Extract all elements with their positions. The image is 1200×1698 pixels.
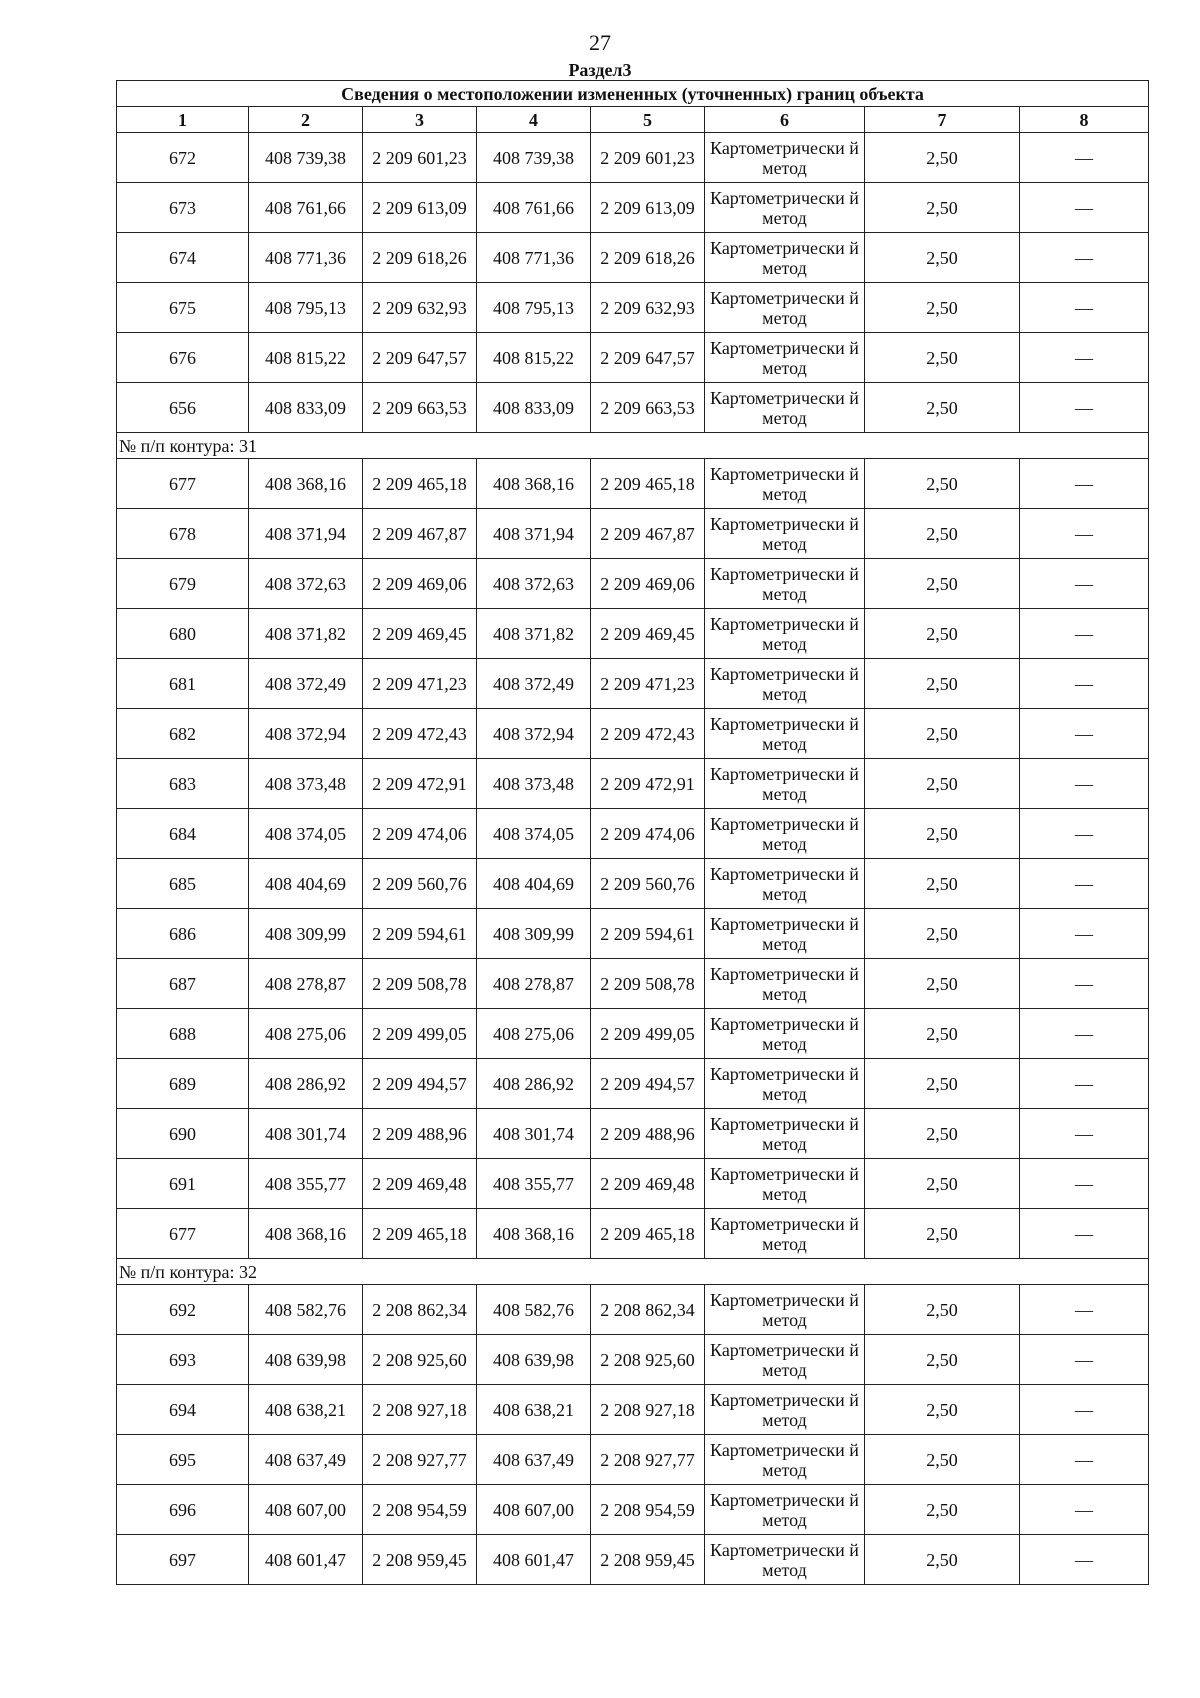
y-old-cell: 2 208 927,18 (363, 1385, 477, 1435)
description-cell: — (1020, 1209, 1149, 1259)
y-old-cell: 2 209 465,18 (363, 1209, 477, 1259)
accuracy-cell: 2,50 (865, 1059, 1020, 1109)
table-row (117, 283, 1149, 333)
accuracy-cell: 2,50 (865, 1109, 1020, 1159)
description-cell: — (1020, 659, 1149, 709)
x-new-cell: 408 372,94 (477, 709, 591, 759)
point-number-cell: 673 (117, 183, 249, 233)
table-row (117, 1485, 1149, 1535)
point-number-cell: 675 (117, 283, 249, 333)
y-old-cell: 2 208 927,77 (363, 1435, 477, 1485)
y-old-cell: 2 208 954,59 (363, 1485, 477, 1535)
method-cell: Картометрически й метод (705, 283, 865, 333)
y-new-cell: 2 209 469,48 (591, 1159, 705, 1209)
x-old-cell: 408 368,16 (249, 1209, 363, 1259)
description-cell: — (1020, 1009, 1149, 1059)
accuracy-cell: 2,50 (865, 1209, 1020, 1259)
column-number-header: 3 (363, 107, 477, 133)
point-number-cell: 696 (117, 1485, 249, 1535)
table-row (117, 1335, 1149, 1385)
description-cell: — (1020, 559, 1149, 609)
accuracy-cell: 2,50 (865, 133, 1020, 183)
x-new-cell: 408 761,66 (477, 183, 591, 233)
x-old-cell: 408 815,22 (249, 333, 363, 383)
point-number-cell: 689 (117, 1059, 249, 1109)
y-new-cell: 2 209 488,96 (591, 1109, 705, 1159)
x-new-cell: 408 368,16 (477, 459, 591, 509)
point-number-cell: 680 (117, 609, 249, 659)
x-old-cell: 408 301,74 (249, 1109, 363, 1159)
x-new-cell: 408 404,69 (477, 859, 591, 909)
y-old-cell: 2 209 471,23 (363, 659, 477, 709)
description-cell: — (1020, 959, 1149, 1009)
table-row (117, 559, 1149, 609)
x-new-cell: 408 815,22 (477, 333, 591, 383)
method-cell: Картометрически й метод (705, 1535, 865, 1585)
accuracy-cell: 2,50 (865, 809, 1020, 859)
x-old-cell: 408 639,98 (249, 1335, 363, 1385)
column-number-header: 5 (591, 107, 705, 133)
x-new-cell: 408 639,98 (477, 1335, 591, 1385)
accuracy-cell: 2,50 (865, 1435, 1020, 1485)
method-cell: Картометрически й метод (705, 233, 865, 283)
x-new-cell: 408 771,36 (477, 233, 591, 283)
description-cell: — (1020, 609, 1149, 659)
point-number-cell: 697 (117, 1535, 249, 1585)
method-cell: Картометрически й метод (705, 809, 865, 859)
point-number-cell: 686 (117, 909, 249, 959)
table-row (117, 1159, 1149, 1209)
x-old-cell: 408 638,21 (249, 1385, 363, 1435)
y-old-cell: 2 209 613,09 (363, 183, 477, 233)
y-new-cell: 2 209 508,78 (591, 959, 705, 1009)
y-new-cell: 2 208 954,59 (591, 1485, 705, 1535)
table-row (117, 1385, 1149, 1435)
y-old-cell: 2 209 508,78 (363, 959, 477, 1009)
table-row (117, 509, 1149, 559)
x-old-cell: 408 373,48 (249, 759, 363, 809)
accuracy-cell: 2,50 (865, 959, 1020, 1009)
x-new-cell: 408 368,16 (477, 1209, 591, 1259)
y-new-cell: 2 209 474,06 (591, 809, 705, 859)
x-old-cell: 408 372,63 (249, 559, 363, 609)
description-cell: — (1020, 1485, 1149, 1535)
y-old-cell: 2 209 469,45 (363, 609, 477, 659)
point-number-cell: 656 (117, 383, 249, 433)
method-cell: Картометрически й метод (705, 559, 865, 609)
accuracy-cell: 2,50 (865, 609, 1020, 659)
y-old-cell: 2 209 647,57 (363, 333, 477, 383)
y-old-cell: 2 209 632,93 (363, 283, 477, 333)
method-cell: Картометрически й метод (705, 659, 865, 709)
y-old-cell: 2 209 618,26 (363, 233, 477, 283)
y-old-cell: 2 209 465,18 (363, 459, 477, 509)
x-new-cell: 408 582,76 (477, 1285, 591, 1335)
column-number-header: 4 (477, 107, 591, 133)
x-new-cell: 408 637,49 (477, 1435, 591, 1485)
description-cell: — (1020, 509, 1149, 559)
x-new-cell: 408 275,06 (477, 1009, 591, 1059)
description-cell: — (1020, 809, 1149, 859)
accuracy-cell: 2,50 (865, 333, 1020, 383)
contour-heading: № п/п контура: 31 (117, 433, 1149, 459)
x-new-cell: 408 309,99 (477, 909, 591, 959)
x-old-cell: 408 771,36 (249, 233, 363, 283)
point-number-cell: 676 (117, 333, 249, 383)
column-number-header: 8 (1020, 107, 1149, 133)
description-cell: — (1020, 133, 1149, 183)
table-body (117, 133, 1149, 1585)
x-old-cell: 408 374,05 (249, 809, 363, 859)
y-new-cell: 2 209 469,06 (591, 559, 705, 609)
description-cell: — (1020, 459, 1149, 509)
x-new-cell: 408 739,38 (477, 133, 591, 183)
method-cell: Картометрически й метод (705, 1335, 865, 1385)
y-old-cell: 2 209 467,87 (363, 509, 477, 559)
y-new-cell: 2 209 499,05 (591, 1009, 705, 1059)
point-number-cell: 678 (117, 509, 249, 559)
table-row (117, 809, 1149, 859)
x-new-cell: 408 355,77 (477, 1159, 591, 1209)
table-row (117, 1435, 1149, 1485)
point-number-cell: 679 (117, 559, 249, 609)
accuracy-cell: 2,50 (865, 1009, 1020, 1059)
method-cell: Картометрически й метод (705, 1209, 865, 1259)
point-number-cell: 687 (117, 959, 249, 1009)
point-number-cell: 693 (117, 1335, 249, 1385)
coordinates-table (116, 80, 1149, 1585)
description-cell: — (1020, 759, 1149, 809)
x-new-cell: 408 372,63 (477, 559, 591, 609)
y-new-cell: 2 208 862,34 (591, 1285, 705, 1335)
x-old-cell: 408 582,76 (249, 1285, 363, 1335)
x-new-cell: 408 833,09 (477, 383, 591, 433)
point-number-cell: 672 (117, 133, 249, 183)
x-old-cell: 408 309,99 (249, 909, 363, 959)
column-number-header: 1 (117, 107, 249, 133)
section-title: Раздел3 (568, 60, 632, 80)
accuracy-cell: 2,50 (865, 1535, 1020, 1585)
method-cell: Картометрически й метод (705, 333, 865, 383)
description-cell: — (1020, 1435, 1149, 1485)
x-new-cell: 408 795,13 (477, 283, 591, 333)
y-new-cell: 2 209 472,91 (591, 759, 705, 809)
description-cell: — (1020, 1385, 1149, 1435)
description-cell: — (1020, 859, 1149, 909)
contour-heading: № п/п контура: 32 (117, 1259, 1149, 1285)
table-row (117, 233, 1149, 283)
description-cell: — (1020, 383, 1149, 433)
point-number-cell: 677 (117, 459, 249, 509)
y-new-cell: 2 209 465,18 (591, 459, 705, 509)
method-cell: Картометрически й метод (705, 1485, 865, 1535)
y-new-cell: 2 209 663,53 (591, 383, 705, 433)
y-old-cell: 2 209 494,57 (363, 1059, 477, 1109)
y-old-cell: 2 209 601,23 (363, 133, 477, 183)
y-old-cell: 2 208 925,60 (363, 1335, 477, 1385)
x-old-cell: 408 371,82 (249, 609, 363, 659)
description-cell: — (1020, 1335, 1149, 1385)
contour-heading-row (117, 1259, 1149, 1285)
y-new-cell: 2 208 925,60 (591, 1335, 705, 1385)
x-new-cell: 408 638,21 (477, 1385, 591, 1435)
x-new-cell: 408 301,74 (477, 1109, 591, 1159)
y-new-cell: 2 209 471,23 (591, 659, 705, 709)
method-cell: Картометрически й метод (705, 133, 865, 183)
accuracy-cell: 2,50 (865, 709, 1020, 759)
y-new-cell: 2 209 618,26 (591, 233, 705, 283)
accuracy-cell: 2,50 (865, 383, 1020, 433)
point-number-cell: 681 (117, 659, 249, 709)
point-number-cell: 682 (117, 709, 249, 759)
accuracy-cell: 2,50 (865, 459, 1020, 509)
x-new-cell: 408 371,82 (477, 609, 591, 659)
point-number-cell: 674 (117, 233, 249, 283)
y-old-cell: 2 208 959,45 (363, 1535, 477, 1585)
description-cell: — (1020, 1159, 1149, 1209)
point-number-cell: 677 (117, 1209, 249, 1259)
description-cell: — (1020, 283, 1149, 333)
y-old-cell: 2 209 474,06 (363, 809, 477, 859)
y-old-cell: 2 209 663,53 (363, 383, 477, 433)
method-cell: Картометрически й метод (705, 859, 865, 909)
y-old-cell: 2 209 560,76 (363, 859, 477, 909)
description-cell: — (1020, 709, 1149, 759)
method-cell: Картометрически й метод (705, 1435, 865, 1485)
y-new-cell: 2 208 927,18 (591, 1385, 705, 1435)
y-new-cell: 2 209 647,57 (591, 333, 705, 383)
x-old-cell: 408 371,94 (249, 509, 363, 559)
x-new-cell: 408 373,48 (477, 759, 591, 809)
x-old-cell: 408 761,66 (249, 183, 363, 233)
table-row (117, 1535, 1149, 1585)
method-cell: Картометрически й метод (705, 183, 865, 233)
y-new-cell: 2 209 560,76 (591, 859, 705, 909)
accuracy-cell: 2,50 (865, 559, 1020, 609)
method-cell: Картометрически й метод (705, 959, 865, 1009)
table-row (117, 183, 1149, 233)
column-number-row (117, 107, 1149, 133)
x-old-cell: 408 833,09 (249, 383, 363, 433)
x-new-cell: 408 374,05 (477, 809, 591, 859)
point-number-cell: 683 (117, 759, 249, 809)
table-row (117, 959, 1149, 1009)
description-cell: — (1020, 333, 1149, 383)
method-cell: Картометрически й метод (705, 1385, 865, 1435)
x-old-cell: 408 795,13 (249, 283, 363, 333)
table-row (117, 333, 1149, 383)
y-old-cell: 2 209 472,91 (363, 759, 477, 809)
point-number-cell: 688 (117, 1009, 249, 1059)
table-row (117, 1109, 1149, 1159)
accuracy-cell: 2,50 (865, 183, 1020, 233)
table-row (117, 1285, 1149, 1335)
method-cell: Картометрически й метод (705, 1285, 865, 1335)
x-old-cell: 408 637,49 (249, 1435, 363, 1485)
accuracy-cell: 2,50 (865, 283, 1020, 333)
method-cell: Картометрически й метод (705, 383, 865, 433)
table-caption: Сведения о местоположении измененных (уточненных) границ объекта (117, 81, 1149, 107)
method-cell: Картометрически й метод (705, 909, 865, 959)
x-old-cell: 408 607,00 (249, 1485, 363, 1535)
point-number-cell: 692 (117, 1285, 249, 1335)
y-old-cell: 2 209 499,05 (363, 1009, 477, 1059)
description-cell: — (1020, 1535, 1149, 1585)
x-new-cell: 408 607,00 (477, 1485, 591, 1535)
table-row (117, 759, 1149, 809)
method-cell: Картометрически й метод (705, 1109, 865, 1159)
x-new-cell: 408 278,87 (477, 959, 591, 1009)
accuracy-cell: 2,50 (865, 1285, 1020, 1335)
method-cell: Картометрически й метод (705, 509, 865, 559)
method-cell: Картометрически й метод (705, 1009, 865, 1059)
y-old-cell: 2 209 488,96 (363, 1109, 477, 1159)
x-new-cell: 408 601,47 (477, 1535, 591, 1585)
x-new-cell: 408 372,49 (477, 659, 591, 709)
column-number-header: 2 (249, 107, 363, 133)
x-old-cell: 408 372,49 (249, 659, 363, 709)
description-cell: — (1020, 1109, 1149, 1159)
point-number-cell: 690 (117, 1109, 249, 1159)
y-new-cell: 2 209 494,57 (591, 1059, 705, 1109)
method-cell: Картометрически й метод (705, 709, 865, 759)
point-number-cell: 691 (117, 1159, 249, 1209)
table-row (117, 1059, 1149, 1109)
y-new-cell: 2 209 613,09 (591, 183, 705, 233)
point-number-cell: 685 (117, 859, 249, 909)
y-old-cell: 2 209 469,48 (363, 1159, 477, 1209)
x-old-cell: 408 278,87 (249, 959, 363, 1009)
method-cell: Картометрически й метод (705, 1059, 865, 1109)
x-new-cell: 408 286,92 (477, 1059, 591, 1109)
x-new-cell: 408 371,94 (477, 509, 591, 559)
page-number: 27 (589, 30, 611, 55)
accuracy-cell: 2,50 (865, 1385, 1020, 1435)
description-cell: — (1020, 909, 1149, 959)
y-new-cell: 2 209 467,87 (591, 509, 705, 559)
y-new-cell: 2 209 469,45 (591, 609, 705, 659)
column-number-header: 6 (705, 107, 865, 133)
y-new-cell: 2 209 465,18 (591, 1209, 705, 1259)
accuracy-cell: 2,50 (865, 659, 1020, 709)
accuracy-cell: 2,50 (865, 1159, 1020, 1209)
accuracy-cell: 2,50 (865, 859, 1020, 909)
y-new-cell: 2 208 927,77 (591, 1435, 705, 1485)
x-old-cell: 408 601,47 (249, 1535, 363, 1585)
column-number-header: 7 (865, 107, 1020, 133)
accuracy-cell: 2,50 (865, 909, 1020, 959)
x-old-cell: 408 739,38 (249, 133, 363, 183)
table-row (117, 383, 1149, 433)
table-row (117, 859, 1149, 909)
x-old-cell: 408 286,92 (249, 1059, 363, 1109)
description-cell: — (1020, 1285, 1149, 1335)
contour-heading-row (117, 433, 1149, 459)
point-number-cell: 684 (117, 809, 249, 859)
accuracy-cell: 2,50 (865, 759, 1020, 809)
method-cell: Картометрически й метод (705, 759, 865, 809)
y-new-cell: 2 208 959,45 (591, 1535, 705, 1585)
table-row (117, 909, 1149, 959)
accuracy-cell: 2,50 (865, 1485, 1020, 1535)
y-old-cell: 2 209 594,61 (363, 909, 477, 959)
point-number-cell: 694 (117, 1385, 249, 1435)
table-row (117, 133, 1149, 183)
table-row (117, 1209, 1149, 1259)
accuracy-cell: 2,50 (865, 509, 1020, 559)
method-cell: Картометрически й метод (705, 1159, 865, 1209)
method-cell: Картометрически й метод (705, 459, 865, 509)
y-new-cell: 2 209 601,23 (591, 133, 705, 183)
method-cell: Картометрически й метод (705, 609, 865, 659)
table-row (117, 609, 1149, 659)
table-row (117, 1009, 1149, 1059)
x-old-cell: 408 404,69 (249, 859, 363, 909)
y-old-cell: 2 209 469,06 (363, 559, 477, 609)
description-cell: — (1020, 1059, 1149, 1109)
x-old-cell: 408 368,16 (249, 459, 363, 509)
table-row (117, 659, 1149, 709)
table-row (117, 709, 1149, 759)
x-old-cell: 408 372,94 (249, 709, 363, 759)
x-old-cell: 408 355,77 (249, 1159, 363, 1209)
y-old-cell: 2 209 472,43 (363, 709, 477, 759)
y-new-cell: 2 209 632,93 (591, 283, 705, 333)
y-old-cell: 2 208 862,34 (363, 1285, 477, 1335)
x-old-cell: 408 275,06 (249, 1009, 363, 1059)
y-new-cell: 2 209 472,43 (591, 709, 705, 759)
table-row (117, 459, 1149, 509)
accuracy-cell: 2,50 (865, 233, 1020, 283)
description-cell: — (1020, 233, 1149, 283)
point-number-cell: 695 (117, 1435, 249, 1485)
y-new-cell: 2 209 594,61 (591, 909, 705, 959)
description-cell: — (1020, 183, 1149, 233)
accuracy-cell: 2,50 (865, 1335, 1020, 1385)
